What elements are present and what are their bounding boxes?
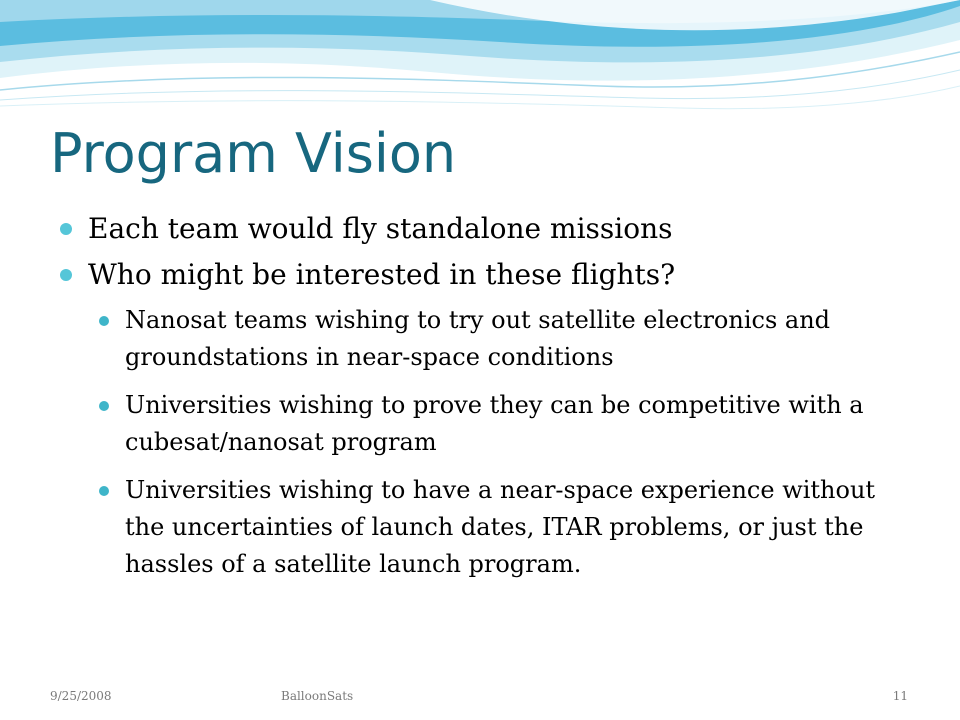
- slide-title: Program Vision: [50, 122, 457, 185]
- footer-title: BalloonSats: [281, 689, 354, 703]
- sub-bullet-item: [97, 302, 915, 376]
- sub-bullet-text: Nanosat teams wishing to try out satellite electronics and groundstations in near-space conditions: [125, 306, 831, 371]
- bullet-text: Who might be interested in these flights?: [88, 258, 676, 291]
- header-wave-decoration: [0, 0, 960, 120]
- slide-content: [60, 206, 920, 594]
- sub-bullet-item: [97, 472, 915, 583]
- bullet-dot-icon: [60, 223, 72, 235]
- bullet-dot-icon: [60, 269, 72, 281]
- sub-bullet-dot-icon: [99, 401, 109, 411]
- sub-bullet-text: Universities wishing to have a near-space experience without the uncertainties of launch dates, ITAR problems, or just the hassles of a satellite launch program.: [125, 476, 876, 578]
- bullet-item: [60, 206, 920, 252]
- sub-bullet-text: Universities wishing to prove they can be competitive with a cubesat/nanosat program: [125, 391, 864, 456]
- bullet-text: Each team would fly standalone missions: [88, 212, 673, 245]
- sub-bullet-item: [97, 387, 915, 461]
- wave-line-3: [0, 86, 960, 109]
- footer-date: 9/25/2008: [50, 689, 112, 703]
- sub-bullet-dot-icon: [99, 486, 109, 496]
- sub-bullet-dot-icon: [99, 316, 109, 326]
- bullet-item: [60, 252, 920, 298]
- slide-number: 11: [892, 689, 908, 703]
- sub-bullet-list: [97, 302, 920, 583]
